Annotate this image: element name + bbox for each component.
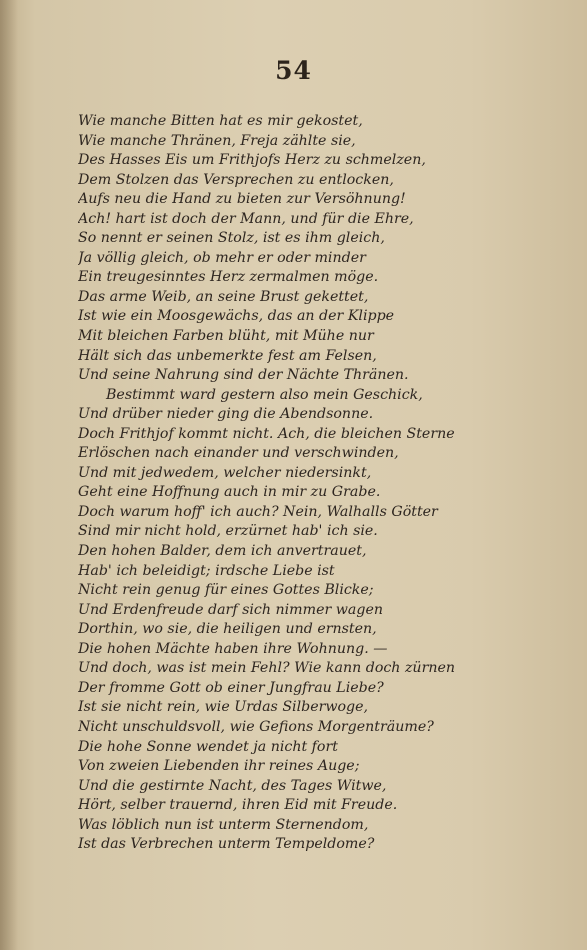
poem-line: Und mit jedwedem, welcher niedersinkt, — [78, 464, 372, 481]
poem-line: Ja völlig gleich, ob mehr er oder minder — [78, 249, 366, 266]
poem-line: Erlöschen nach einander und verschwinden, — [78, 445, 399, 462]
poem-line: Wie manche Bitten hat es mir gekostet, — [78, 113, 363, 129]
poem-line: Das arme Weib, an seine Brust gekettet, — [78, 288, 369, 305]
poem-text — [78, 112, 568, 872]
poem-line: Des Hasses Eis um Frithjofs Herz zu schmelzen, — [78, 152, 426, 169]
poem-line: Die hohen Mächte haben ihre Wohnung. — — [78, 640, 388, 657]
poem-line: Den hohen Balder, dem ich anvertrauet, — [78, 543, 367, 560]
poem-line: Was löblich nun ist unterm Sternendom, — [78, 816, 369, 833]
poem-line: Und Erdenfreude darf sich nimmer wagen — [78, 601, 383, 618]
poem-line: Ein treugesinntes Herz zermalmen möge. — [78, 269, 379, 286]
poem-line: Und drüber nieder ging die Abendsonne. — [78, 406, 374, 423]
poem-line: Nicht unschuldsvoll, wie Gefions Morgenträume? — [78, 718, 434, 735]
poem-line: Die hohe Sonne wendet ja nicht fort — [78, 738, 338, 755]
poem-line: So nennt er seinen Stolz, ist es ihm gleich, — [78, 230, 385, 247]
poem-line: Dem Stolzen das Versprechen zu entlocken, — [78, 171, 394, 188]
poem-line: Dorthin, wo sie, die heiligen und ernsten, — [78, 621, 377, 638]
poem-line: Der fromme Gott ob einer Jungfrau Liebe? — [78, 679, 384, 696]
page-number: 54 — [275, 56, 312, 85]
poem-line: Und doch, was ist mein Fehl? Wie kann doch zürnen — [78, 660, 456, 677]
poem-line: Ist wie ein Moosgewächs, das an der Klippe — [78, 308, 395, 325]
poem-line: Und die gestirnte Nacht, des Tages Witwe, — [78, 777, 387, 794]
poem-line: Ist sie nicht rein, wie Urdas Silberwoge, — [78, 699, 369, 716]
poem-line: Hält sich das unbemerkte fest am Felsen, — [78, 347, 377, 364]
poem-line: Hört, selber trauernd, ihren Eid mit Freude. — [78, 797, 398, 814]
poem-line: Bestimmt ward gestern also mein Geschick, — [106, 386, 423, 403]
poem-line: Wie manche Thränen, Freja zählte sie, — [78, 132, 356, 149]
poem-line: Mit bleichen Farben blüht, mit Mühe nur — [78, 328, 374, 345]
poem-line: Hab' ich beleidigt; irdsche Liebe ist — [78, 562, 335, 579]
poem-line: Doch warum hoff' ich auch? Nein, Walhalls Götter — [78, 503, 438, 520]
poem-line: Und seine Nahrung sind der Nächte Thränen. — [78, 367, 409, 384]
poem-line: Ist das Verbrechen unterm Tempeldome? — [78, 836, 375, 853]
poem-line: Ach! hart ist doch der Mann, und für die Ehre, — [78, 210, 414, 227]
poem-line: Sind mir nicht hold, erzürnet hab' ich sie. — [78, 523, 378, 540]
poem-line: Doch Frithjof kommt nicht. Ach, die bleichen Sterne — [78, 425, 455, 442]
poem-line: Geht eine Hoffnung auch in mir zu Grabe. — [78, 484, 381, 501]
poem-line: Aufs neu die Hand zu bieten zur Versöhnung! — [78, 191, 406, 208]
binding-shadow — [0, 0, 18, 950]
poem-line: Von zweien Liebenden ihr reines Auge; — [78, 758, 360, 775]
poem-line: Nicht rein genug für eines Gottes Blicke; — [78, 582, 374, 599]
